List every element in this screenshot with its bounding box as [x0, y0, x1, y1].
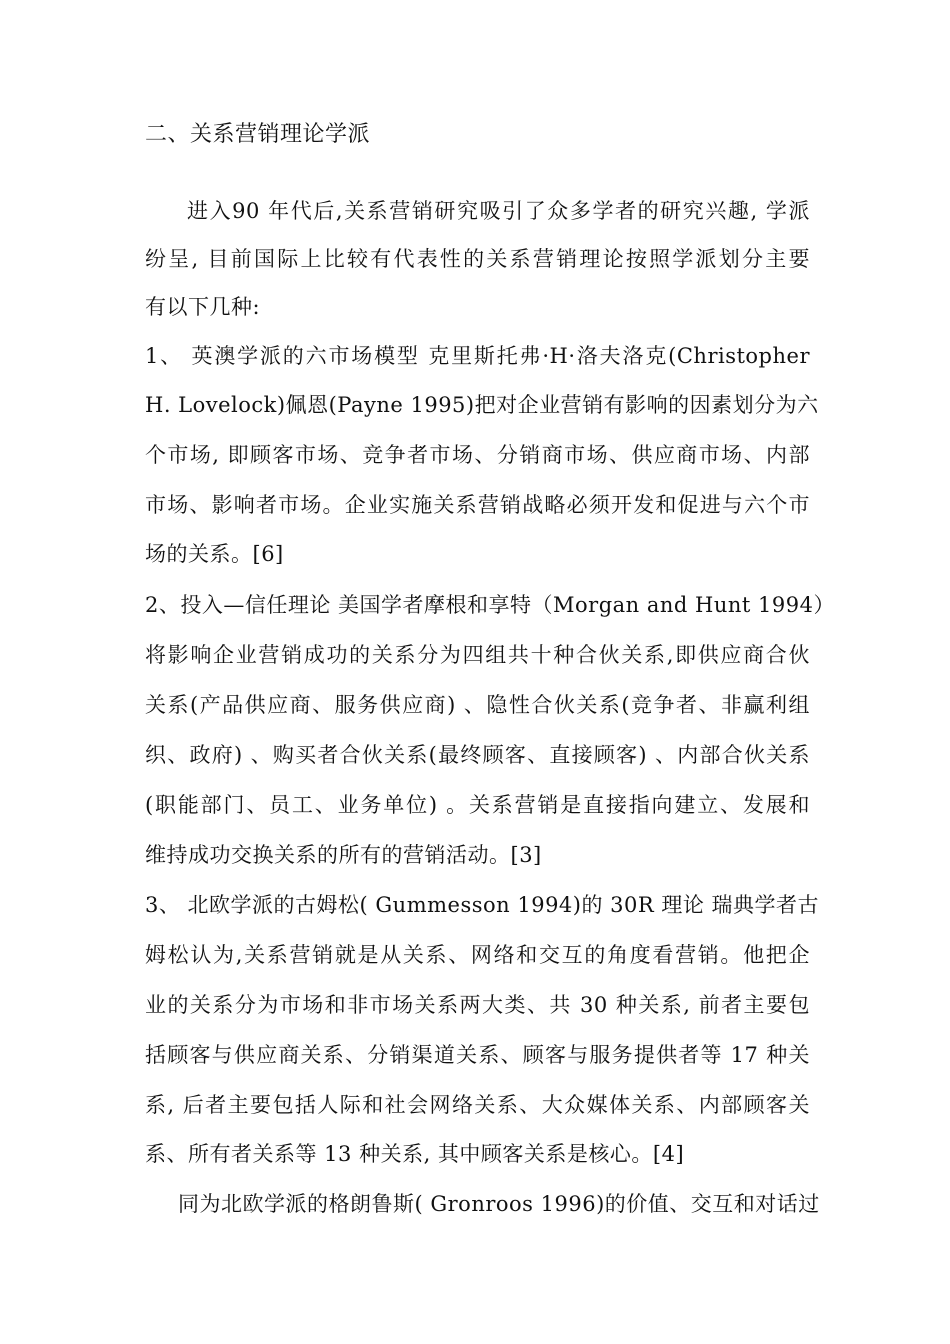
paragraph-line: 2、投入—信任理论 美国学者摩根和享特（Morgan and Hunt 1994） [145, 593, 835, 617]
paragraph-line: 系、所有者关系等 13 种关系, 其中顾客关系是核心。[4] [145, 1142, 685, 1166]
paragraph-line: 市场、影响者市场。企业实施关系营销战略必须开发和促进与六个市 [145, 493, 810, 517]
paragraph-line: 业的关系分为市场和非市场关系两大类、共 30 种关系, 前者主要包 [145, 993, 810, 1017]
paragraph-line: 3、 北欧学派的古姆松( Gummesson 1994)的 30R 理论 瑞典学者古 [145, 893, 820, 917]
paragraph-line: 括顾客与供应商关系、分销渠道关系、顾客与服务提供者等 17 种关 [145, 1043, 810, 1067]
paragraph-line: 同为北欧学派的格朗鲁斯( Gronroos 1996)的价值、交互和对话过 [178, 1192, 820, 1216]
paragraph-line: 场的关系。[6] [145, 542, 284, 566]
paragraph-line: 有以下几种: [145, 295, 261, 319]
paragraph-line: 系, 后者主要包括人际和社会网络关系、大众媒体关系、内部顾客关 [145, 1093, 810, 1117]
paragraph-line: 进入90 年代后,关系营销研究吸引了众多学者的研究兴趣, 学派 [187, 199, 810, 223]
paragraph-line: 1、 英澳学派的六市场模型 克里斯托弗·H·洛夫洛克(Christopher [145, 344, 810, 368]
paragraph-line: (职能部门、员工、业务单位) 。关系营销是直接指向建立、发展和 [145, 793, 810, 817]
paragraph-line: 个市场, 即顾客市场、竞争者市场、分销商市场、供应商市场、内部 [145, 443, 810, 467]
paragraph-line: 织、政府) 、购买者合伙关系(最终顾客、直接顾客) 、内部合伙关系 [145, 743, 810, 767]
paragraph-line: 将影响企业营销成功的关系分为四组共十种合伙关系,即供应商合伙 [145, 643, 810, 667]
paragraph-line: 关系(产品供应商、服务供应商) 、隐性合伙关系(竞争者、非赢利组 [145, 693, 810, 717]
paragraph-line: 纷呈, 目前国际上比较有代表性的关系营销理论按照学派划分主要 [145, 247, 810, 271]
paragraph-line: 姆松认为,关系营销就是从关系、网络和交互的角度看营销。他把企 [145, 943, 810, 967]
section-heading: 二、关系营销理论学派 [145, 122, 371, 147]
paragraph-line: 维持成功交换关系的所有的营销活动。[3] [145, 843, 542, 867]
paragraph-line: H. Lovelock)佩恩(Payne 1995)把对企业营销有影响的因素划分为六 [145, 393, 819, 417]
